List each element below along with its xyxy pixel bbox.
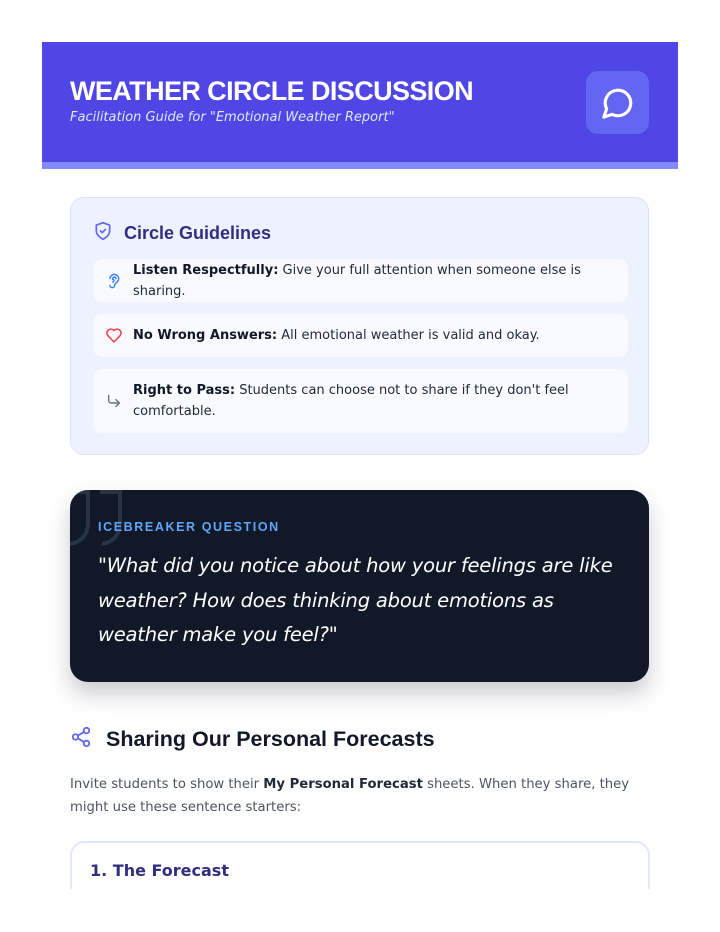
guideline-description: Give your full attention when someone else is sharing. xyxy=(133,262,581,299)
guideline-label: No Wrong Answers: xyxy=(133,328,278,343)
guideline-text xyxy=(133,380,612,422)
icebreaker-question: "What did you notice about how your feelings are like weather? How does thinking about emotions as weather make you feel?" xyxy=(98,554,613,646)
page-subtitle: Facilitation Guide for "Emotional Weather Report" xyxy=(70,110,395,125)
guideline-label: Listen Respectfully: xyxy=(133,262,279,278)
sharing-title: Sharing Our Personal Forecasts xyxy=(106,726,435,751)
icebreaker-card xyxy=(70,490,649,682)
guidelines-header xyxy=(93,220,271,246)
share-arrow-icon xyxy=(105,392,123,410)
sentence-starter-title: 1. The Forecast xyxy=(90,861,229,880)
share-nodes-icon xyxy=(70,726,92,752)
icebreaker-label: ICEBREAKER QUESTION xyxy=(98,520,280,534)
sharing-intro-end: sheets. When they share, they might use these sentence starters: xyxy=(70,777,630,815)
guidelines-title: Circle Guidelines xyxy=(124,222,272,243)
page-title: WEATHER CIRCLE DISCUSSION xyxy=(70,76,474,106)
ear-icon xyxy=(105,272,123,290)
guideline-label: Right to Pass: xyxy=(133,383,236,398)
shield-check-icon xyxy=(93,220,113,246)
guideline-text xyxy=(133,260,612,302)
guideline-description: Students can choose not to share if they don't feel comfortable. xyxy=(133,383,569,419)
sharing-intro-bold: My Personal Forecast xyxy=(263,777,423,792)
sharing-section-header xyxy=(70,726,435,752)
heart-icon xyxy=(105,327,123,345)
guideline-item-right-to-pass xyxy=(93,369,628,433)
chat-bubble-icon xyxy=(586,71,649,134)
guideline-description: All emotional weather is valid and okay. xyxy=(277,328,540,343)
guideline-item-listen xyxy=(93,259,628,302)
guideline-item-no-wrong-answers xyxy=(93,314,628,357)
page-bottom-margin xyxy=(0,889,720,932)
sharing-intro xyxy=(70,773,650,819)
circle-guidelines-card xyxy=(70,197,649,455)
guideline-text xyxy=(133,325,540,346)
header-banner xyxy=(42,42,678,169)
sharing-intro-start: Invite students to show their xyxy=(70,777,264,792)
